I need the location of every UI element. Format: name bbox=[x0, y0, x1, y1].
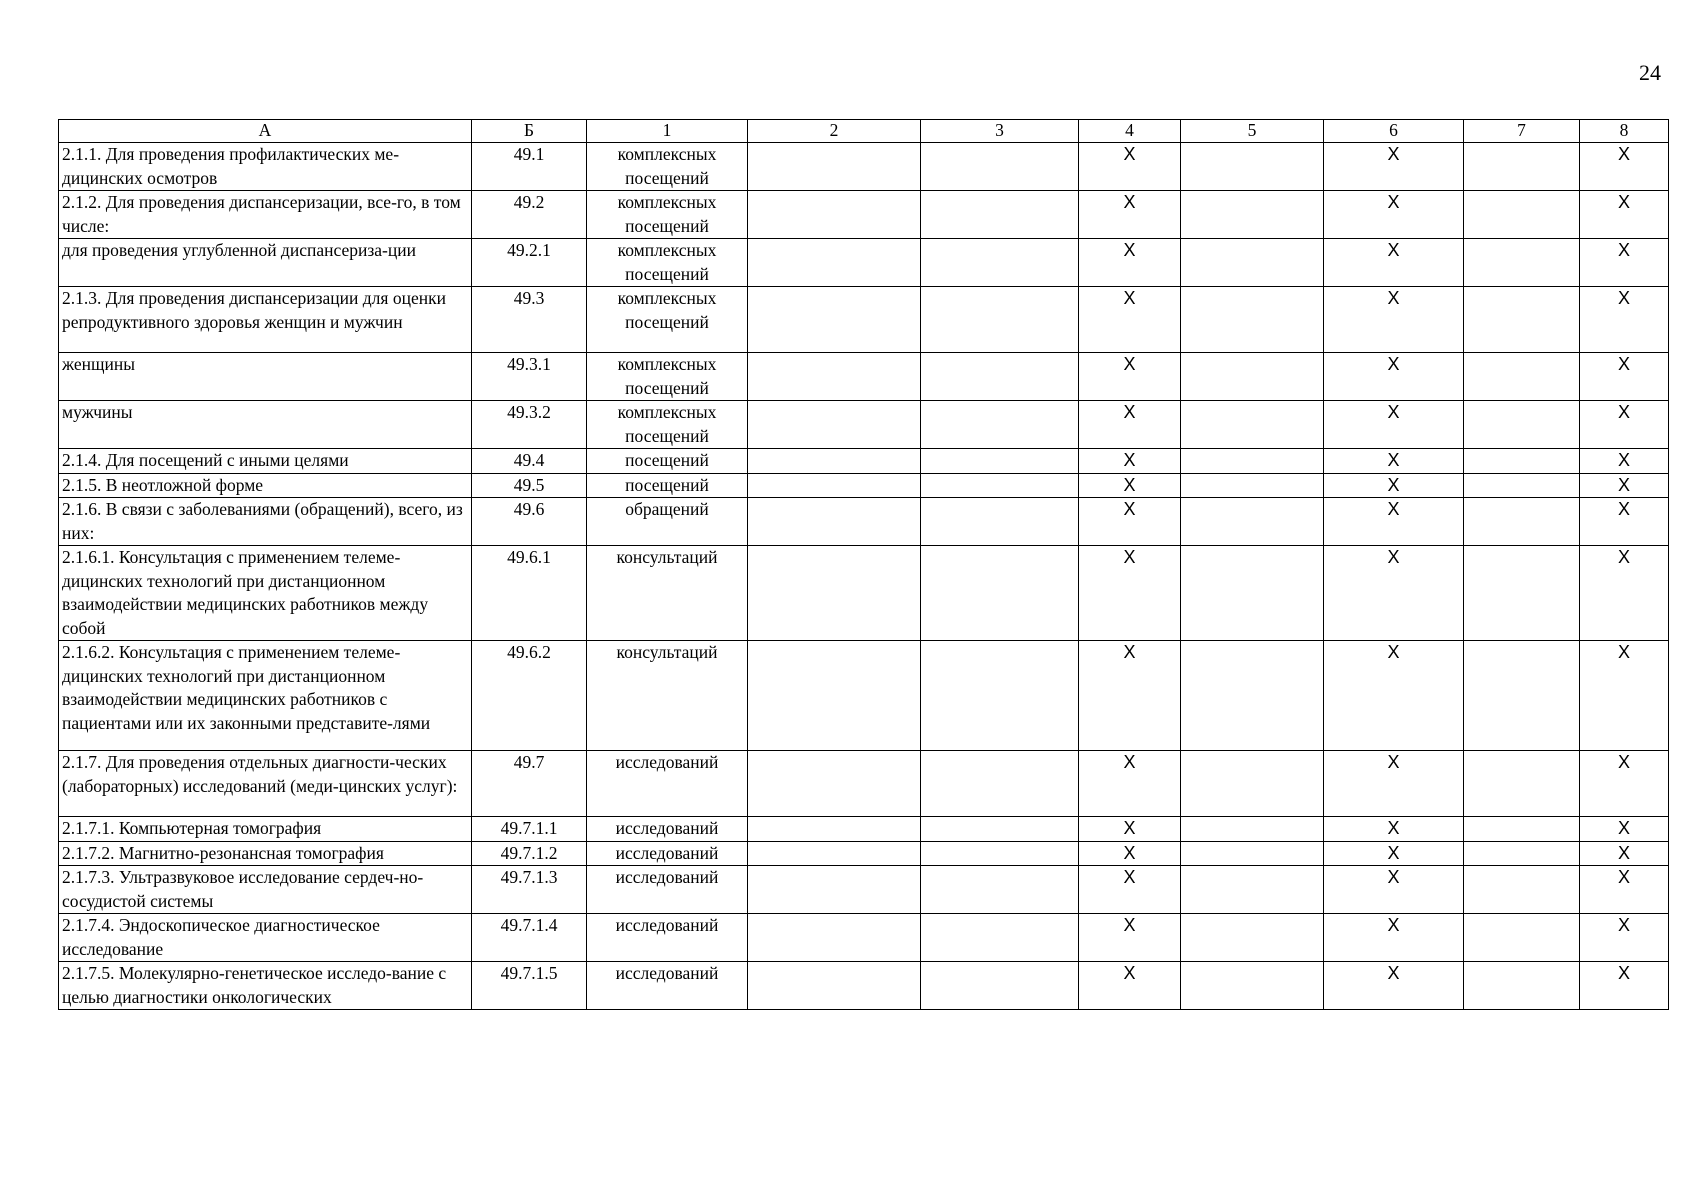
cell-unit: комплексных посещений bbox=[587, 191, 748, 239]
cell-col-7 bbox=[1464, 817, 1580, 842]
cell-name: для проведения углубленной диспансериза-ции bbox=[59, 239, 472, 287]
cell-unit: комплексных посещений bbox=[587, 143, 748, 191]
cell-unit: обращений bbox=[587, 498, 748, 546]
cell-col-3 bbox=[921, 191, 1079, 239]
cell-col-6: X bbox=[1324, 751, 1464, 817]
cell-col-5 bbox=[1181, 287, 1324, 353]
table-row bbox=[59, 401, 1669, 449]
cell-col-2 bbox=[748, 914, 921, 962]
cell-col-4: X bbox=[1079, 353, 1181, 401]
cell-col-2 bbox=[748, 962, 921, 1010]
cell-unit: комплексных посещений bbox=[587, 401, 748, 449]
cell-col-6: X bbox=[1324, 191, 1464, 239]
cell-col-4: X bbox=[1079, 546, 1181, 641]
cell-col-7 bbox=[1464, 546, 1580, 641]
cell-col-7 bbox=[1464, 841, 1580, 866]
cell-code: 49.6.1 bbox=[472, 546, 587, 641]
cell-col-7 bbox=[1464, 914, 1580, 962]
cell-unit: посещений bbox=[587, 449, 748, 474]
header-col-4: 4 bbox=[1079, 120, 1181, 143]
table-row bbox=[59, 287, 1669, 353]
cell-code: 49.7.1.2 bbox=[472, 841, 587, 866]
table-row bbox=[59, 641, 1669, 751]
cell-col-8: X bbox=[1580, 817, 1669, 842]
header-col-3: 3 bbox=[921, 120, 1079, 143]
cell-code: 49.7 bbox=[472, 751, 587, 817]
cell-col-4: X bbox=[1079, 751, 1181, 817]
cell-col-7 bbox=[1464, 498, 1580, 546]
cell-col-7 bbox=[1464, 641, 1580, 751]
cell-col-5 bbox=[1181, 401, 1324, 449]
cell-col-6: X bbox=[1324, 401, 1464, 449]
cell-col-8: X bbox=[1580, 353, 1669, 401]
cell-col-5 bbox=[1181, 449, 1324, 474]
cell-col-5 bbox=[1181, 962, 1324, 1010]
cell-col-2 bbox=[748, 239, 921, 287]
cell-col-6: X bbox=[1324, 353, 1464, 401]
cell-code: 49.5 bbox=[472, 473, 587, 498]
cell-code: 49.6.2 bbox=[472, 641, 587, 751]
cell-col-8: X bbox=[1580, 191, 1669, 239]
cell-col-7 bbox=[1464, 191, 1580, 239]
cell-col-8: X bbox=[1580, 239, 1669, 287]
cell-col-2 bbox=[748, 401, 921, 449]
cell-col-3 bbox=[921, 401, 1079, 449]
cell-unit: консультаций bbox=[587, 546, 748, 641]
cell-code: 49.7.1.1 bbox=[472, 817, 587, 842]
table-row bbox=[59, 817, 1669, 842]
cell-unit: комплексных посещений bbox=[587, 287, 748, 353]
cell-name: 2.1.1. Для проведения профилактических ме-дицинских осмотров bbox=[59, 143, 472, 191]
cell-col-5 bbox=[1181, 191, 1324, 239]
cell-col-7 bbox=[1464, 473, 1580, 498]
cell-unit: посещений bbox=[587, 473, 748, 498]
cell-code: 49.3.2 bbox=[472, 401, 587, 449]
cell-col-4: X bbox=[1079, 401, 1181, 449]
cell-name: 2.1.7. Для проведения отдельных диагности-ческих (лабораторных) исследований (меди-цинских услуг): bbox=[59, 751, 472, 817]
cell-col-4: X bbox=[1079, 449, 1181, 474]
cell-unit: исследований bbox=[587, 841, 748, 866]
cell-col-4: X bbox=[1079, 914, 1181, 962]
cell-col-3 bbox=[921, 287, 1079, 353]
cell-col-6: X bbox=[1324, 546, 1464, 641]
cell-col-4: X bbox=[1079, 287, 1181, 353]
table-row bbox=[59, 546, 1669, 641]
cell-col-4: X bbox=[1079, 239, 1181, 287]
table-row bbox=[59, 866, 1669, 914]
cell-col-8: X bbox=[1580, 914, 1669, 962]
cell-name: 2.1.7.4. Эндоскопическое диагностическое исследование bbox=[59, 914, 472, 962]
cell-col-6: X bbox=[1324, 473, 1464, 498]
cell-col-5 bbox=[1181, 353, 1324, 401]
table-row bbox=[59, 841, 1669, 866]
cell-col-6: X bbox=[1324, 914, 1464, 962]
cell-col-8: X bbox=[1580, 751, 1669, 817]
header-col-2: 2 bbox=[748, 120, 921, 143]
table-row bbox=[59, 498, 1669, 546]
header-col-8: 8 bbox=[1580, 120, 1669, 143]
data-table-container bbox=[58, 119, 1668, 1010]
cell-code: 49.7.1.3 bbox=[472, 866, 587, 914]
cell-col-6: X bbox=[1324, 287, 1464, 353]
cell-col-4: X bbox=[1079, 143, 1181, 191]
table-row bbox=[59, 449, 1669, 474]
cell-col-6: X bbox=[1324, 449, 1464, 474]
cell-col-2 bbox=[748, 817, 921, 842]
cell-col-4: X bbox=[1079, 641, 1181, 751]
cell-col-4: X bbox=[1079, 962, 1181, 1010]
cell-col-2 bbox=[748, 143, 921, 191]
cell-col-3 bbox=[921, 641, 1079, 751]
cell-unit: исследований bbox=[587, 866, 748, 914]
header-col-7: 7 bbox=[1464, 120, 1580, 143]
cell-col-2 bbox=[748, 191, 921, 239]
cell-code: 49.2.1 bbox=[472, 239, 587, 287]
table-body bbox=[59, 143, 1669, 1010]
cell-code: 49.6 bbox=[472, 498, 587, 546]
cell-col-6: X bbox=[1324, 641, 1464, 751]
cell-col-8: X bbox=[1580, 641, 1669, 751]
cell-name: 2.1.3. Для проведения диспансеризации для оценки репродуктивного здоровья женщин и мужчин bbox=[59, 287, 472, 353]
cell-code: 49.2 bbox=[472, 191, 587, 239]
cell-col-7 bbox=[1464, 751, 1580, 817]
cell-code: 49.7.1.4 bbox=[472, 914, 587, 962]
cell-col-2 bbox=[748, 866, 921, 914]
cell-col-7 bbox=[1464, 287, 1580, 353]
cell-col-8: X bbox=[1580, 473, 1669, 498]
cell-col-3 bbox=[921, 751, 1079, 817]
cell-unit: исследований bbox=[587, 962, 748, 1010]
cell-col-8: X bbox=[1580, 841, 1669, 866]
cell-code: 49.3.1 bbox=[472, 353, 587, 401]
cell-col-5 bbox=[1181, 866, 1324, 914]
cell-col-3 bbox=[921, 546, 1079, 641]
cell-col-6: X bbox=[1324, 239, 1464, 287]
cell-unit: исследований bbox=[587, 914, 748, 962]
cell-col-7 bbox=[1464, 962, 1580, 1010]
cell-col-4: X bbox=[1079, 191, 1181, 239]
cell-col-5 bbox=[1181, 143, 1324, 191]
cell-col-8: X bbox=[1580, 143, 1669, 191]
cell-col-3 bbox=[921, 449, 1079, 474]
cell-col-6: X bbox=[1324, 817, 1464, 842]
cell-col-5 bbox=[1181, 641, 1324, 751]
table-header-row bbox=[59, 120, 1669, 143]
cell-col-3 bbox=[921, 143, 1079, 191]
header-col-b: Б bbox=[472, 120, 587, 143]
cell-unit: комплексных посещений bbox=[587, 353, 748, 401]
cell-name: 2.1.7.5. Молекулярно-генетическое исследо-вание с целью диагностики онкологических bbox=[59, 962, 472, 1010]
cell-col-6: X bbox=[1324, 962, 1464, 1010]
cell-name: 2.1.4. Для посещений с иными целями bbox=[59, 449, 472, 474]
cell-col-8: X bbox=[1580, 866, 1669, 914]
cell-col-6: X bbox=[1324, 866, 1464, 914]
cell-col-7 bbox=[1464, 143, 1580, 191]
cell-name: 2.1.7.1. Компьютерная томография bbox=[59, 817, 472, 842]
cell-col-3 bbox=[921, 353, 1079, 401]
cell-unit: исследований bbox=[587, 751, 748, 817]
cell-col-8: X bbox=[1580, 962, 1669, 1010]
table-row bbox=[59, 962, 1669, 1010]
cell-col-5 bbox=[1181, 914, 1324, 962]
table-row bbox=[59, 239, 1669, 287]
cell-col-2 bbox=[748, 546, 921, 641]
cell-col-6: X bbox=[1324, 143, 1464, 191]
cell-col-5 bbox=[1181, 239, 1324, 287]
cell-col-4: X bbox=[1079, 866, 1181, 914]
cell-col-8: X bbox=[1580, 498, 1669, 546]
cell-name: 2.1.6.1. Консультация с применением телеме-дицинских технологий при дистанционном взаимодействии медицинских работников между собой bbox=[59, 546, 472, 641]
cell-col-5 bbox=[1181, 546, 1324, 641]
cell-col-7 bbox=[1464, 239, 1580, 287]
cell-col-5 bbox=[1181, 751, 1324, 817]
cell-col-5 bbox=[1181, 817, 1324, 842]
cell-name: женщины bbox=[59, 353, 472, 401]
cell-name: 2.1.6.2. Консультация с применением телеме-дицинских технологий при дистанционном взаимодействии медицинских работников с пациентами или их законными представите-лями bbox=[59, 641, 472, 751]
cell-col-3 bbox=[921, 239, 1079, 287]
cell-col-3 bbox=[921, 498, 1079, 546]
cell-col-2 bbox=[748, 353, 921, 401]
cell-col-3 bbox=[921, 914, 1079, 962]
cell-col-7 bbox=[1464, 866, 1580, 914]
cell-code: 49.4 bbox=[472, 449, 587, 474]
cell-col-8: X bbox=[1580, 449, 1669, 474]
table-row bbox=[59, 751, 1669, 817]
header-col-1: 1 bbox=[587, 120, 748, 143]
cell-col-3 bbox=[921, 817, 1079, 842]
cell-col-4: X bbox=[1079, 817, 1181, 842]
cell-col-5 bbox=[1181, 473, 1324, 498]
cell-col-2 bbox=[748, 449, 921, 474]
cell-unit: комплексных посещений bbox=[587, 239, 748, 287]
cell-col-2 bbox=[748, 751, 921, 817]
cell-col-3 bbox=[921, 841, 1079, 866]
cell-name: 2.1.5. В неотложной форме bbox=[59, 473, 472, 498]
header-col-6: 6 bbox=[1324, 120, 1464, 143]
cell-name: 2.1.7.3. Ультразвуковое исследование сердеч-но-сосудистой системы bbox=[59, 866, 472, 914]
cell-unit: исследований bbox=[587, 817, 748, 842]
cell-name: 2.1.7.2. Магнитно-резонансная томография bbox=[59, 841, 472, 866]
cell-code: 49.3 bbox=[472, 287, 587, 353]
cell-col-4: X bbox=[1079, 473, 1181, 498]
cell-name: 2.1.6. В связи с заболеваниями (обращений), всего, из них: bbox=[59, 498, 472, 546]
cell-name: мужчины bbox=[59, 401, 472, 449]
cell-col-7 bbox=[1464, 401, 1580, 449]
cell-col-3 bbox=[921, 962, 1079, 1010]
table-row bbox=[59, 473, 1669, 498]
data-table bbox=[58, 119, 1669, 1010]
table-row bbox=[59, 914, 1669, 962]
cell-col-2 bbox=[748, 841, 921, 866]
cell-col-7 bbox=[1464, 353, 1580, 401]
cell-col-8: X bbox=[1580, 287, 1669, 353]
page-number: 24 bbox=[1639, 60, 1661, 85]
cell-col-5 bbox=[1181, 841, 1324, 866]
cell-col-2 bbox=[748, 287, 921, 353]
cell-col-3 bbox=[921, 473, 1079, 498]
cell-code: 49.7.1.5 bbox=[472, 962, 587, 1010]
cell-code: 49.1 bbox=[472, 143, 587, 191]
cell-col-7 bbox=[1464, 449, 1580, 474]
table-row bbox=[59, 191, 1669, 239]
cell-col-2 bbox=[748, 498, 921, 546]
cell-col-2 bbox=[748, 641, 921, 751]
cell-col-6: X bbox=[1324, 498, 1464, 546]
cell-col-8: X bbox=[1580, 401, 1669, 449]
cell-col-2 bbox=[748, 473, 921, 498]
header-col-5: 5 bbox=[1181, 120, 1324, 143]
header-col-a: А bbox=[59, 120, 472, 143]
cell-col-6: X bbox=[1324, 841, 1464, 866]
cell-name: 2.1.2. Для проведения диспансеризации, все-го, в том числе: bbox=[59, 191, 472, 239]
cell-col-4: X bbox=[1079, 841, 1181, 866]
table-row bbox=[59, 353, 1669, 401]
cell-col-5 bbox=[1181, 498, 1324, 546]
cell-col-8: X bbox=[1580, 546, 1669, 641]
cell-col-3 bbox=[921, 866, 1079, 914]
cell-unit: консультаций bbox=[587, 641, 748, 751]
table-row bbox=[59, 143, 1669, 191]
cell-col-4: X bbox=[1079, 498, 1181, 546]
